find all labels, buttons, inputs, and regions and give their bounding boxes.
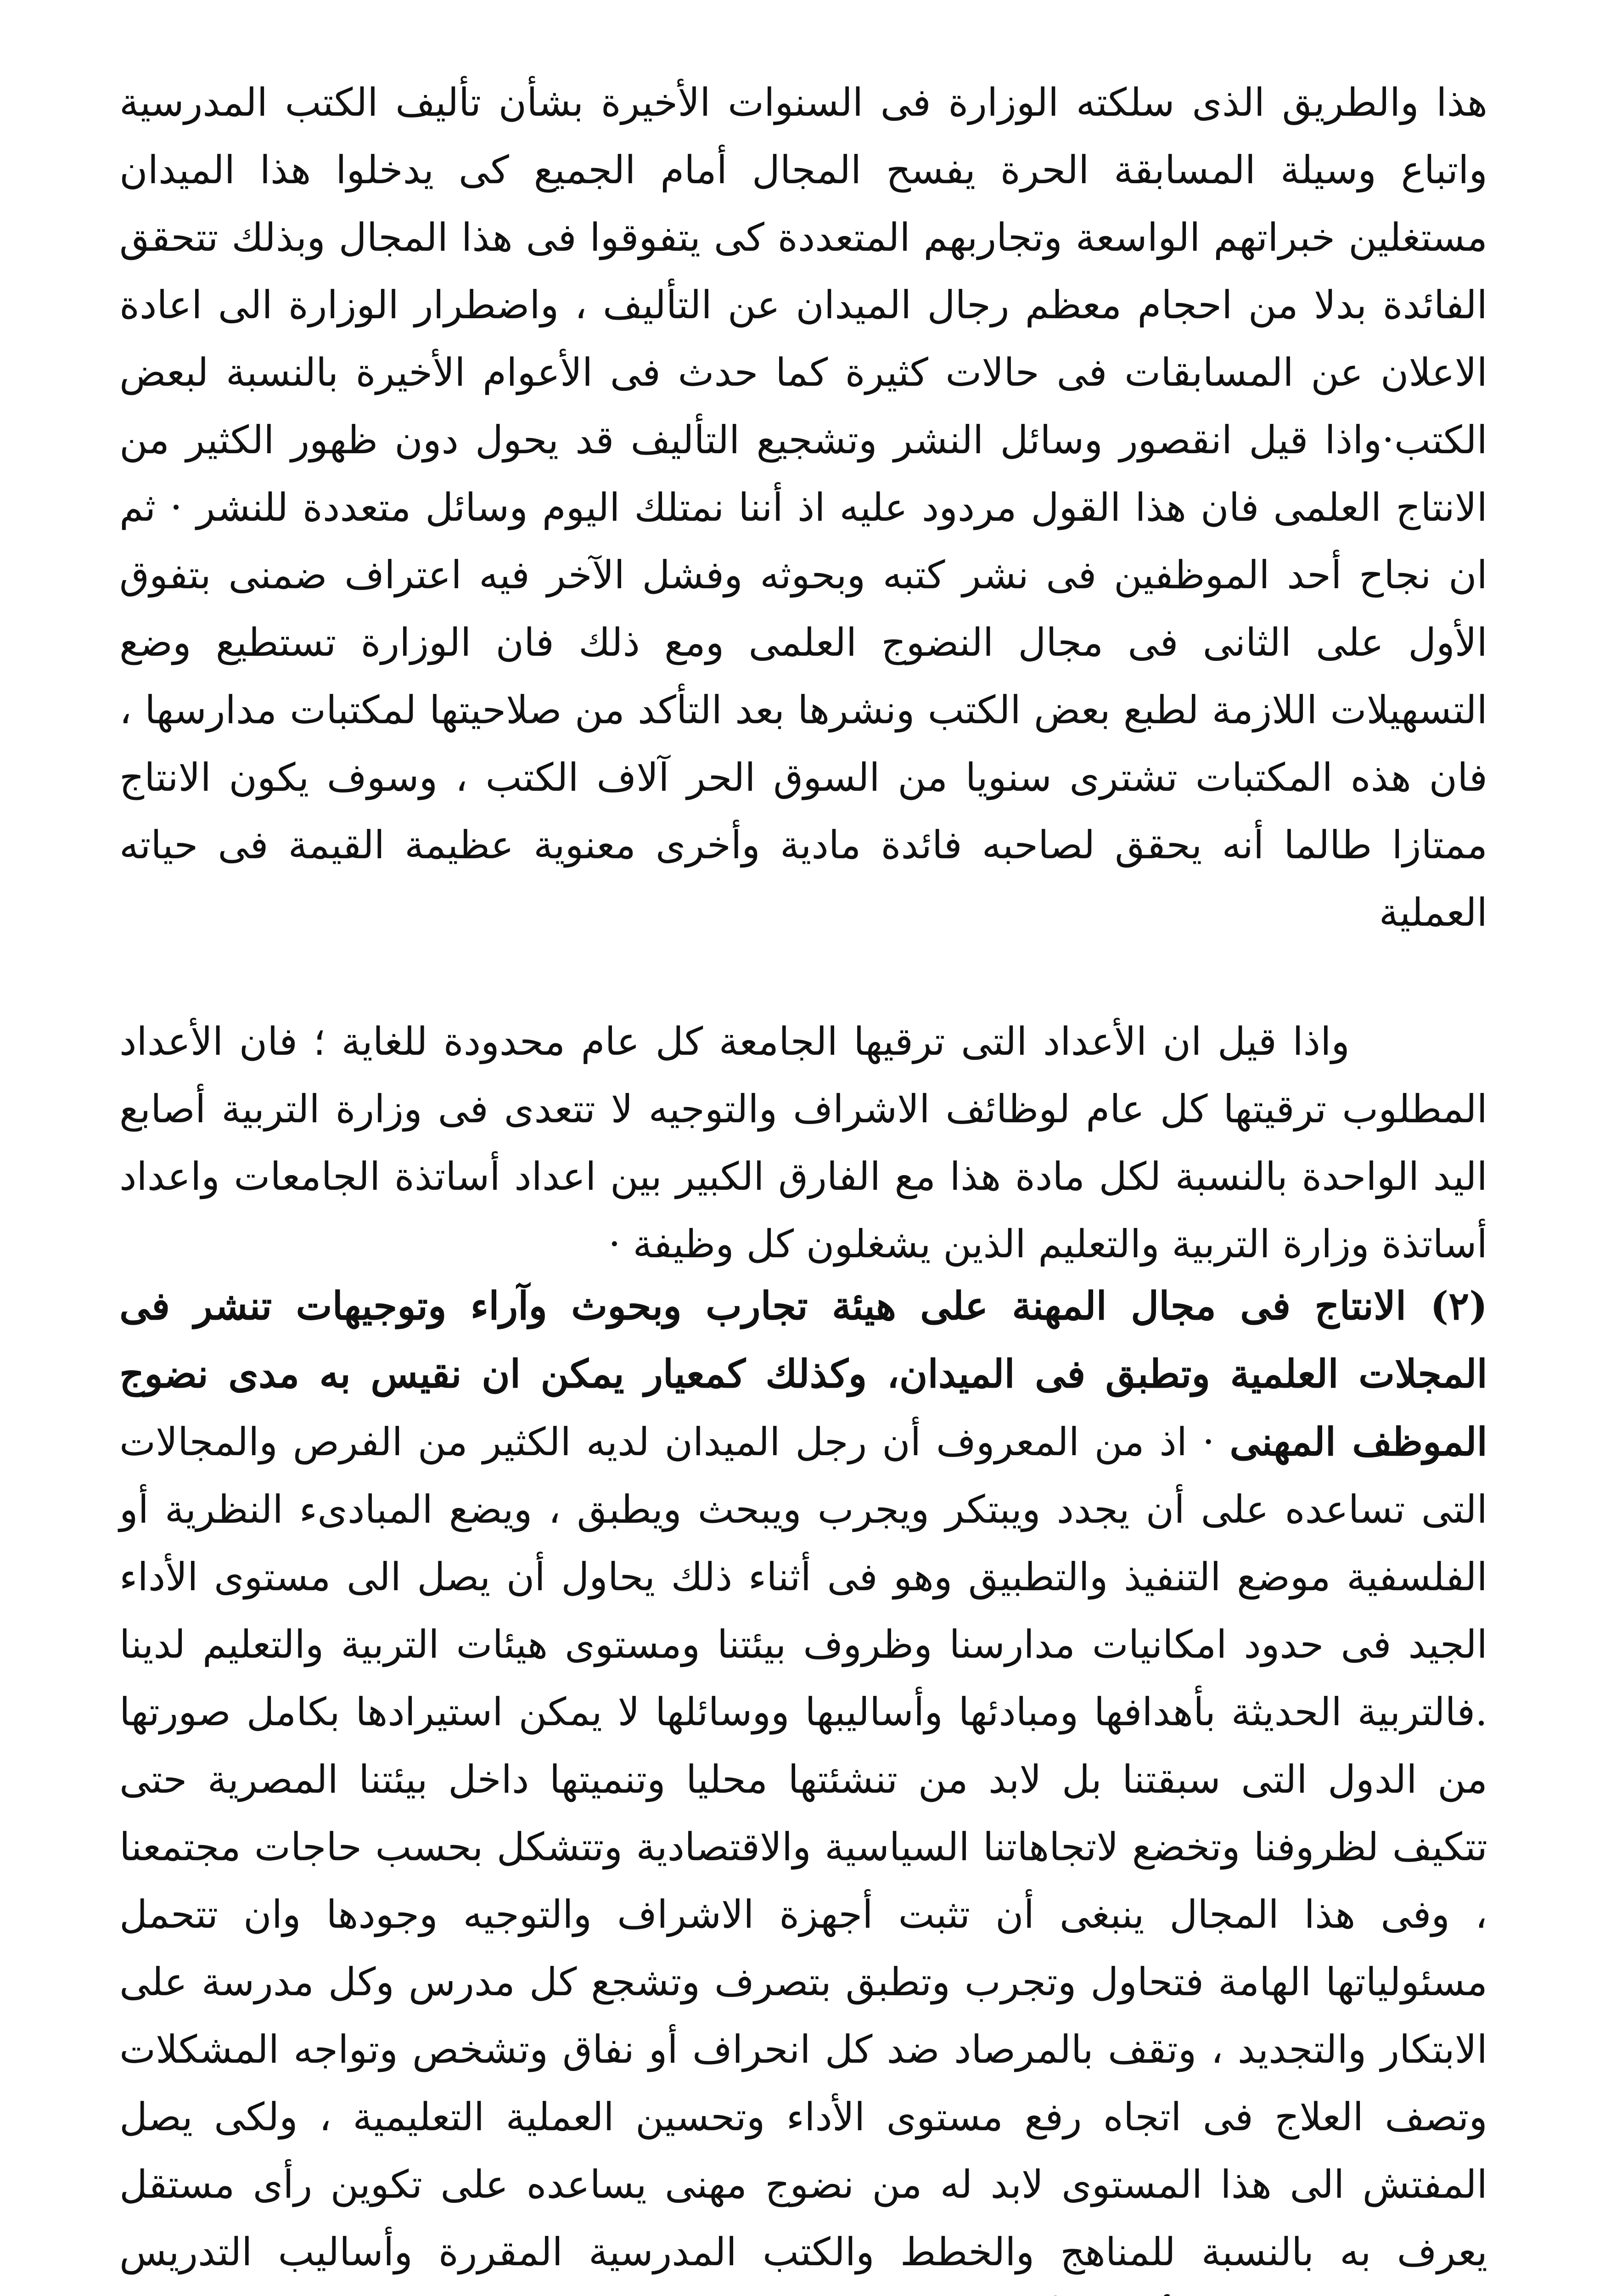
- paragraph-university-promotions: [119, 1008, 1487, 1278]
- paragraph-2-text: واذا قيل ان الأعداد التى ترقيها الجامعة كل عام محدودة للغاية ؛ فان الأعداد المطلوب ترقيتها كل عام لوظائف الاشراف والتوجيه لا تتعدى فى وزارة التربية أصابع اليد الواحدة بالنسبة لكل مادة هذا مع الفارق الكبير بين اعداد أساتذة الجامعات واعداد أساتذة وزارة التربية والتعليم الذين يشغلون كل وظيفة ·: [119, 1019, 1487, 1266]
- paragraph-professional-production: [119, 1272, 1487, 2296]
- paragraph-1-text: هذا والطريق الذى سلكته الوزارة فى السنوات الأخيرة بشأن تأليف الكتب المدرسية واتباع وسيلة المسابقة الحرة يفسح المجال أمام الجميع كى يدخلوا هذا الميدان مستغلين خبراتهم الواسعة وتجاربهم المتعددة كى يتفوقوا فى هذا المجال وبذلك تتحقق الفائدة بدلا من احجام معظم رجال الميدان عن التأليف ، واضطرار الوزارة الى اعادة الاعلان عن المسابقات فى حالات كثيرة كما حدث فى الأعوام الأخيرة بالنسبة لبعض الكتب·واذا قيل انقصور وسائل النشر وتشجيع التأليف قد يحول دون ظهور الكثير من الانتاج العلمى فان هذا القول مردود عليه اذ أننا نمتلك اليوم وسائل متعددة للنشر · ثم ان نجاح أحد الموظفين فى نشر كتبه وبحوثه وفشل الآخر فيه اعتراف ضمنى بتفوق الأول على الثانى فى مجال النضوج العلمى ومع ذلك فان الوزارة تستطيع وضع التسهيلات اللازمة لطبع بعض الكتب ونشرها بعد التأكد من صلاحيتها لمكتبات مدارسها ، فان هذه المكتبات تشترى سنويا من السوق الحر آلاف الكتب ، وسوف يكون الانتاج ممتازا طالما أنه يحقق لصاحبه فائدة مادية وأخرى معنوية عظيمة القيمة فى حياته العملية: [119, 80, 1487, 935]
- paragraph-3-text: · اذ من المعروف أن رجل الميدان لديه الكثير من الفرص والمجالات التى تساعده على أن يجدد ويبتكر ويجرب ويبحث ويطبق ، ويضع المبادىء النظرية أو الفلسفية موضع التنفيذ والتطبيق وهو فى أثناء ذلك يحاول أن يصل الى مستوى الأداء الجيد فى حدود امكانيات مدارسنا وظروف بيئتنا ومستوى هيئات التربية والتعليم لدينا .فالتربية الحديثة بأهدافها ومبادئها وأساليبها ووسائلها لا يمكن استيرادها بكامل صورتها من الدول التى سبقتنا بل لابد من تنشئتها محليا وتنميتها داخل بيئتنا المصرية حتى تتكيف لظروفنا وتخضع لاتجاهاتنا السياسية والاقتصادية وتتشكل بحسب حاجات مجتمعنا ، وفى هذا المجال ينبغى أن تثبت أجهزة الاشراف والتوجيه وجودها وان تتحمل مسئولياتها الهامة فتحاول وتجرب وتطبق بتصرف وتشجع كل مدرس وكل مدرسة على الابتكار والتجديد ، وتقف بالمرصاد ضد كل انحراف أو نفاق وتشخص وتواجه المشكلات وتصف العلاج فى اتجاه رفع مستوى الأداء وتحسين العملية التعليمية ، ولكى يصل المفتش الى هذا المستوى لابد له من نضوج مهنى يساعده على تكوين رأى مستقل يعرف به بالنسبة للمناهج والخطط والكتب المدرسية المقررة وأساليب التدريس: [119, 1419, 1487, 2274]
- paragraph-3-heading: (٢) الانتاج فى مجال المهنة على هيئة تجارب وبحوث وآراء وتوجيهات تنشر فى المجلات العلمية وتطبق فى الميدان، وكذلك كمعيار يمكن ان نقيس به مدى نضوج الموظف المهنى: [119, 1283, 1487, 1464]
- document-page: [119, 69, 1487, 2296]
- paragraph-textbook-authoring: [119, 69, 1487, 946]
